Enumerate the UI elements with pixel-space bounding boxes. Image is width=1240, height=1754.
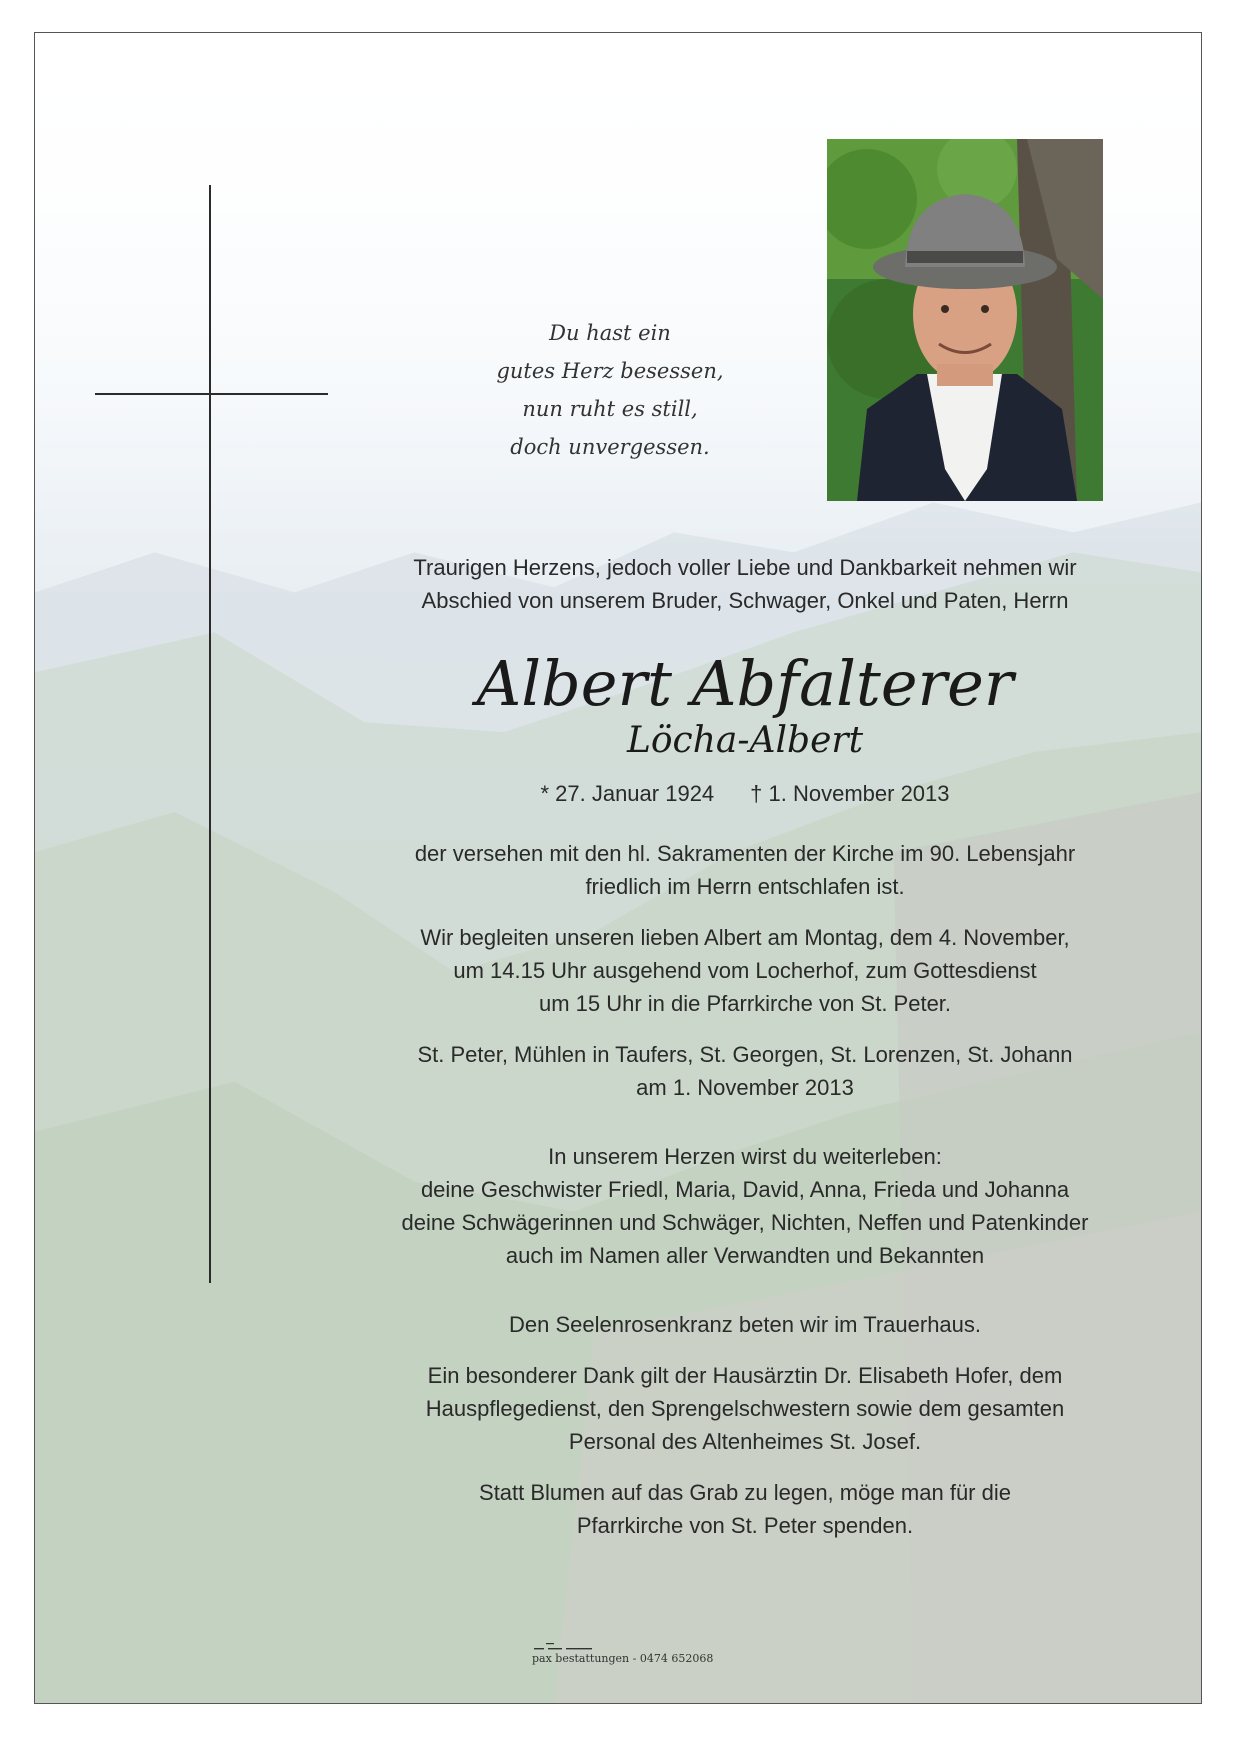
undertaker-footer [532,1642,752,1665]
pax-logo-icon [534,1642,594,1650]
text-line: In unserem Herzen wirst du weiterleben: [548,1144,942,1169]
text-line: Den Seelenrosenkranz beten wir im Trauerhaus. [508,1312,982,1337]
text-line: Personal des Altenheimes St. Josef. [568,1429,922,1454]
text-line: Wir begleiten unseren lieben Albert am Montag, dem 4. November, [420,925,1070,950]
quote-line: Du hast ein [549,321,671,345]
death-paragraph [335,837,1155,903]
life-dates [335,777,1155,810]
place-date-paragraph [335,1038,1155,1104]
text-line: Pfarrkirche von St. Peter spenden. [576,1513,914,1538]
death-date: † 1. November 2013 [750,781,950,806]
text-line: am 1. November 2013 [636,1075,854,1100]
text-line: auch im Namen aller Verwandten und Bekannten [505,1243,985,1268]
text-line: St. Peter, Mühlen in Taufers, St. Georgen, St. Lorenzen, St. Johann [417,1042,1073,1067]
text-line: Hauspflegedienst, den Sprengelschwestern sowie dem gesamten [425,1396,1065,1421]
cross-horizontal-beam [95,393,328,395]
quote-line: doch unvergessen. [510,435,710,459]
deceased-nickname: Löcha-Albert [626,720,864,761]
rosary-paragraph [335,1308,1155,1341]
memorial-quote [455,314,765,466]
text-line: deine Schwägerinnen und Schwäger, Nichten, Neffen und Patenkinder [401,1210,1089,1235]
text-line: Abschied von unserem Bruder, Schwager, Onkel und Paten, Herrn [421,588,1069,613]
mourners-paragraph [335,1140,1155,1272]
text-line: um 15 Uhr in die Pfarrkirche von St. Peter. [538,991,952,1016]
quote-line: gutes Herz besessen, [496,359,724,383]
text-line: der versehen mit den hl. Sakramenten der Kirche im 90. Lebensjahr [414,841,1076,866]
footer-text: pax bestattungen - 0474 652068 [532,1652,714,1665]
obituary-card [34,32,1202,1704]
intro-paragraph [335,551,1155,617]
quote-line: nun ruht es still, [522,397,698,421]
cross-vertical-beam [209,185,211,1283]
text-line: deine Geschwister Friedl, Maria, David, Anna, Frieda und Johanna [420,1177,1070,1202]
thanks-paragraph [335,1359,1155,1458]
text-line: Traurigen Herzens, jedoch voller Liebe und Dankbarkeit nehmen wir [413,555,1077,580]
text-line: Statt Blumen auf das Grab zu legen, möge man für die [479,1480,1011,1505]
deceased-name: Albert Abfalterer [476,647,1014,720]
text-line: um 14.15 Uhr ausgehend vom Locherhof, zum Gottesdienst [453,958,1037,983]
donation-paragraph [335,1476,1155,1542]
funeral-paragraph [335,921,1155,1020]
text-line: Ein besonderer Dank gilt der Hausärztin Dr. Elisabeth Hofer, dem [427,1363,1063,1388]
portrait-photo [827,139,1103,501]
text-line: friedlich im Herrn entschlafen ist. [585,874,905,899]
obituary-text [335,551,1155,1542]
birth-date: * 27. Januar 1924 [540,781,715,806]
